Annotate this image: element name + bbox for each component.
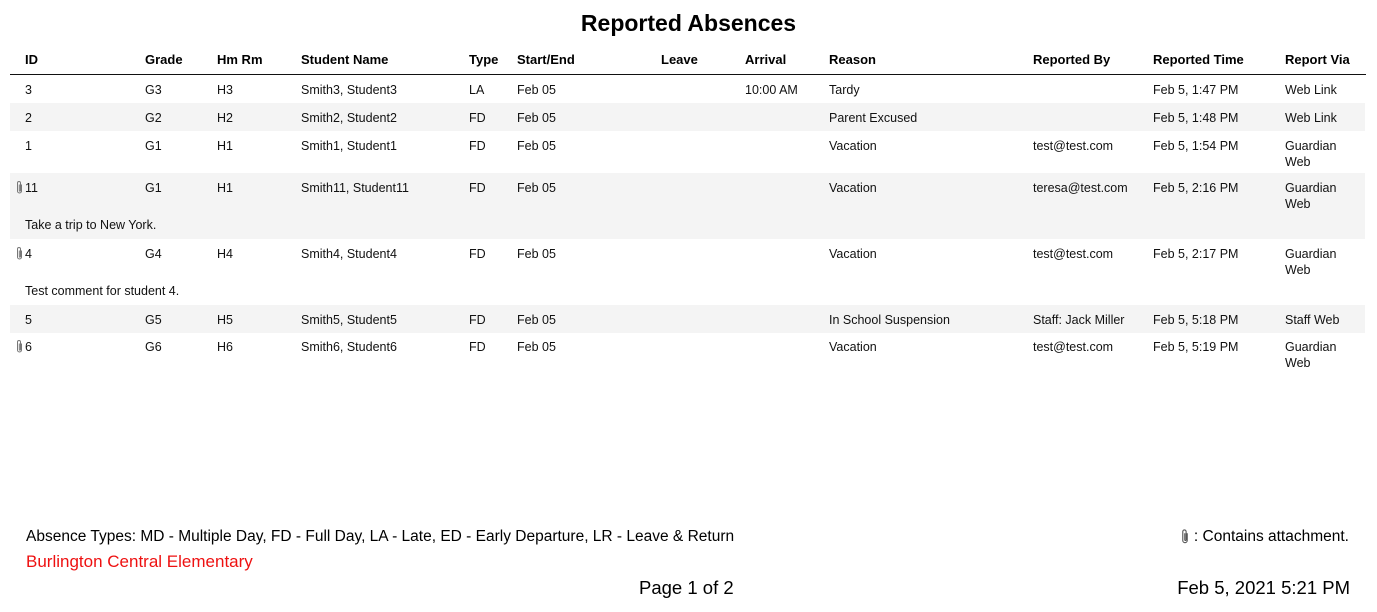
page-indicator: Page 1 of 2	[639, 577, 734, 598]
cell-student-name: Smith3, Student3	[301, 83, 397, 97]
cell-grade: G3	[145, 83, 162, 97]
cell-reported-by: Staff: Jack Miller	[1033, 313, 1125, 327]
cell-type: FD	[469, 340, 486, 354]
header-start-end: Start/End	[517, 52, 575, 67]
cell-type: FD	[469, 111, 486, 125]
cell-reported-time: Feb 5, 5:19 PM	[1153, 340, 1239, 354]
cell-report-via: Staff Web	[1285, 313, 1340, 327]
cell-id	[15, 339, 32, 355]
school-name: Burlington Central Elementary	[26, 552, 253, 571]
cell-reason: In School Suspension	[829, 313, 950, 327]
cell-reported-by: teresa@test.com	[1033, 181, 1128, 195]
cell-grade: G2	[145, 111, 162, 125]
cell-reported-time: Feb 5, 1:54 PM	[1153, 139, 1239, 153]
cell-reason: Vacation	[829, 247, 877, 261]
table-row	[10, 333, 1365, 375]
attachment-legend-text: : Contains attachment.	[1193, 528, 1349, 545]
cell-id	[15, 180, 38, 196]
cell-reported-time: Feb 5, 2:16 PM	[1153, 181, 1239, 195]
table-row	[10, 131, 1365, 173]
cell-student-name: Smith5, Student5	[301, 313, 397, 327]
cell-student-name: Smith1, Student1	[301, 139, 397, 153]
cell-start-end: Feb 05	[517, 340, 556, 354]
attachment-legend	[1180, 528, 1349, 546]
header-reported-by: Reported By	[1033, 52, 1111, 67]
cell-reason: Parent Excused	[829, 111, 918, 125]
table-header	[10, 48, 1366, 75]
cell-homeroom: H4	[217, 247, 233, 261]
cell-student-name: Smith11, Student11	[301, 181, 409, 195]
header-reported-time: Reported Time	[1153, 52, 1244, 67]
cell-id-value: 4	[25, 247, 32, 261]
cell-id: 2	[25, 111, 32, 125]
cell-grade: G5	[145, 313, 162, 327]
header-id: ID	[25, 52, 38, 67]
header-homeroom: Hm Rm	[217, 52, 263, 67]
cell-reported-time: Feb 5, 1:47 PM	[1153, 83, 1239, 97]
cell-type: LA	[469, 83, 485, 97]
cell-reason: Vacation	[829, 340, 877, 354]
generated-timestamp: Feb 5, 2021 5:21 PM	[1177, 577, 1350, 598]
cell-reason: Vacation	[829, 181, 877, 195]
cell-homeroom: H1	[217, 181, 233, 195]
cell-start-end: Feb 05	[517, 83, 556, 97]
cell-type: FD	[469, 247, 486, 261]
row-comment: Take a trip to New York.	[25, 218, 157, 232]
cell-student-name: Smith2, Student2	[301, 111, 397, 125]
cell-report-via: Web Link	[1285, 111, 1337, 125]
cell-grade: G4	[145, 247, 162, 261]
cell-id	[15, 246, 32, 262]
table-row	[10, 103, 1365, 131]
table-row	[10, 239, 1365, 305]
cell-start-end: Feb 05	[517, 181, 556, 195]
cell-homeroom: H5	[217, 313, 233, 327]
cell-start-end: Feb 05	[517, 139, 556, 153]
cell-type: FD	[469, 313, 486, 327]
cell-start-end: Feb 05	[517, 247, 556, 261]
cell-arrival: 10:00 AM	[745, 83, 798, 97]
cell-reported-by: test@test.com	[1033, 247, 1114, 261]
cell-report-via: Guardian Web	[1285, 247, 1337, 277]
header-leave: Leave	[661, 52, 698, 67]
header-grade: Grade	[145, 52, 183, 67]
cell-homeroom: H1	[217, 139, 233, 153]
cell-start-end: Feb 05	[517, 111, 556, 125]
cell-reported-time: Feb 5, 2:17 PM	[1153, 247, 1239, 261]
table-row	[10, 305, 1365, 333]
paperclip-icon[interactable]	[15, 339, 24, 353]
cell-id: 3	[25, 83, 32, 97]
cell-report-via: Guardian Web	[1285, 139, 1337, 169]
header-reason: Reason	[829, 52, 876, 67]
cell-id: 1	[25, 139, 32, 153]
cell-type: FD	[469, 181, 486, 195]
cell-grade: G6	[145, 340, 162, 354]
paperclip-icon[interactable]	[15, 180, 24, 194]
table-row	[10, 173, 1365, 239]
header-student-name: Student Name	[301, 52, 389, 67]
cell-student-name: Smith4, Student4	[301, 247, 397, 261]
cell-student-name: Smith6, Student6	[301, 340, 397, 354]
row-comment: Test comment for student 4.	[25, 284, 180, 298]
cell-report-via: Guardian Web	[1285, 340, 1337, 370]
header-report-via: Report Via	[1285, 52, 1350, 67]
cell-homeroom: H2	[217, 111, 233, 125]
absence-types-legend: Absence Types: MD - Multiple Day, FD - Full Day, LA - Late, ED - Early Departure, LR - Leave & Return	[26, 528, 735, 545]
cell-homeroom: H3	[217, 83, 233, 97]
cell-reported-time: Feb 5, 1:48 PM	[1153, 111, 1239, 125]
cell-reason: Tardy	[829, 83, 860, 97]
table-row	[10, 75, 1365, 103]
cell-start-end: Feb 05	[517, 313, 556, 327]
cell-homeroom: H6	[217, 340, 233, 354]
header-type: Type	[469, 52, 499, 67]
cell-reported-time: Feb 5, 5:18 PM	[1153, 313, 1239, 327]
report-title: Reported Absences	[580, 10, 797, 36]
cell-type: FD	[469, 139, 486, 153]
paperclip-icon[interactable]	[15, 246, 24, 260]
cell-reason: Vacation	[829, 139, 877, 153]
cell-reported-by: test@test.com	[1033, 139, 1114, 153]
header-arrival: Arrival	[745, 52, 787, 67]
cell-grade: G1	[145, 181, 162, 195]
cell-grade: G1	[145, 139, 162, 153]
cell-report-via: Guardian Web	[1285, 181, 1337, 211]
cell-id-value: 11	[25, 181, 38, 195]
cell-id: 5	[25, 313, 32, 327]
paperclip-icon	[1180, 528, 1190, 544]
cell-report-via: Web Link	[1285, 83, 1337, 97]
cell-reported-by: test@test.com	[1033, 340, 1114, 354]
absences-table	[10, 48, 1366, 375]
cell-id-value: 6	[25, 340, 32, 354]
